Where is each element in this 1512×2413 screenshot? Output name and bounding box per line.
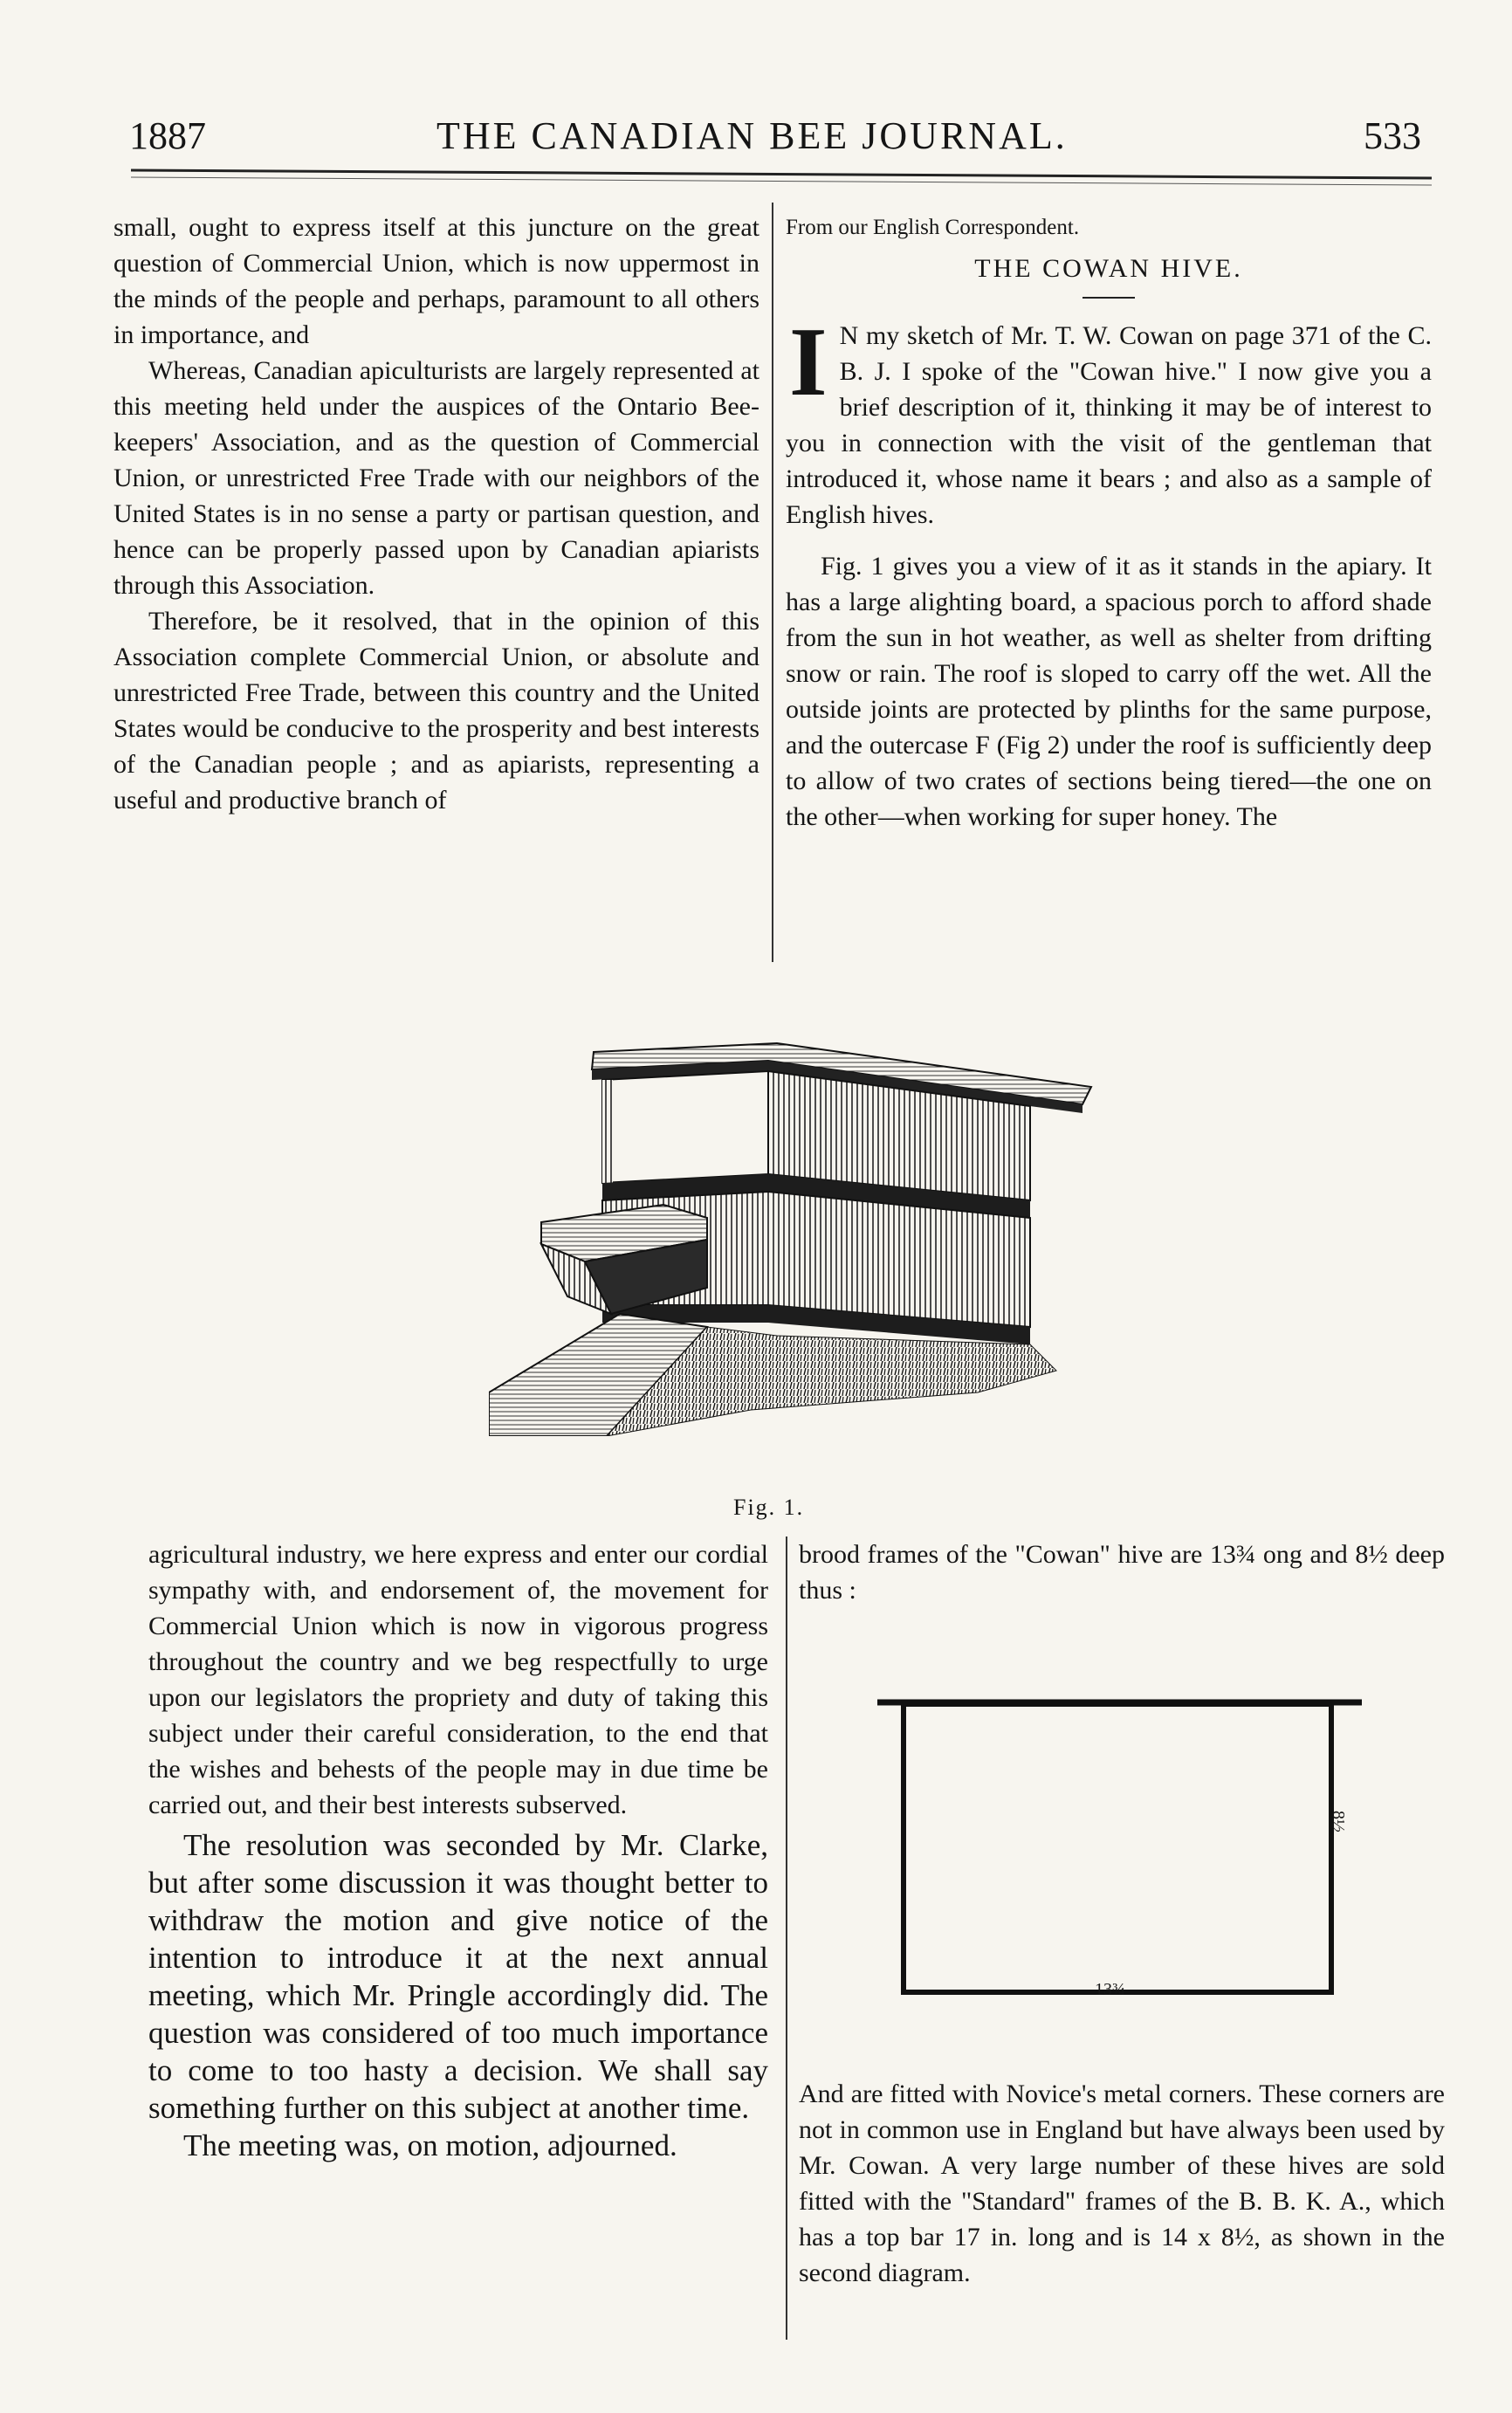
brood-frame-diagram [864,1676,1405,2008]
paragraph: Therefore, be it resolved, that in the opinion of this Association complete Commercial Union, or absolute and unrestricted Free Trade, between this country and the United States would be conducive to the prosperity and best interests of the Canadian people ; and as apiarists, representing a useful and productive branch of [113,607,759,815]
drop-cap: I [789,308,828,416]
page-number: 533 [1364,114,1421,157]
figure-caption: Fig. 1. [733,1495,805,1520]
right-column-top [786,210,1432,969]
paragraph: And are fitted with Novice's metal corners. These corners are not in common use in England but have always been used by Mr. Cowan. A very large number of these hives are sold fitted with the "Standard" frames of the B. B. K. A., which has a top bar 17 in. long and is 14 x 8½, as shown in the second diagram. [799,2080,1445,2287]
frame-depth-label: 8½ [1329,1811,1348,1832]
header-year: 1887 [129,114,206,157]
title-rule [1082,297,1135,299]
column-divider [786,1536,787,2340]
hive-drawing [489,1026,1100,1436]
frame-width-label: 13¾ [1095,1980,1125,1999]
paragraph-text: N my sketch of Mr. T. W. Cowan on page 371 of the C. B. J. I spoke of the "Cowan hive." I now give you a brief description of it, thinking it may be of interest to you in connection with the visit of the gentleman that introduced it, whose name it bears ; and also as a sample of English hives. [786,321,1432,529]
journal-title: THE CANADIAN BEE JOURNAL. [436,114,1068,157]
cowan-hive-illustration [489,1026,1100,1436]
paragraph [786,308,1432,533]
left-column-bottom [148,1536,768,2357]
paragraph: brood frames of the "Cowan" hive are 13¾ ong and 8½ deep thus : [799,1540,1445,1605]
correspondent-line: From our English Correspondent. [786,216,1080,239]
paragraph: The meeting was, on motion, adjourned. [183,2128,677,2162]
paragraph: Fig. 1 gives you a view of it as it stands in the apiary. It has a large alighting board, a spacious porch to afford shade from the sun in hot weather, as well as shelter from drifting snow or rain. The roof is sloped to carry off the wet. All the outside joints are protected by plinths for the same purpose, and the outercase F (Fig 2) under the roof is sufficiently deep to allow of two crates of sections being tiered—the one on the other—when working for super honey. The [786,552,1432,831]
paragraph: agricultural industry, we here express and enter our cordial sympathy with, and endorsement of, the movement for Commercial Union which is now in vigorous progress throughout the country and we beg respectfully to urge upon our legislators the propriety and duty of taking this subject under their careful consideration, to the end that the wishes and behests of the people may in due time be carried out, and their best interests subserved. [148,1540,768,1819]
column-divider [772,203,773,962]
right-column-bottom [799,1536,1445,1608]
right-column-after-diagram [799,2076,1445,2291]
article-title: THE COWAN HIVE. [974,254,1243,283]
paragraph: small, ought to express itself at this juncture on the great question of Commercial Union, which is now uppermost in the minds of the people and perhaps, paramount to all others in importance, and [113,213,759,349]
paragraph: The resolution was seconded by Mr. Clarke, but after some discussion it was thought better to withdraw the motion and give notice of the intention to introduce it at the next annual meeting, which Mr. Pringle accordingly did. The question was considered of too much importance to come to too hasty a decision. We shall say something further on this subject at another time. [148,1828,768,2125]
paragraph: Whereas, Canadian apiculturists are largely represented at this meeting held under the auspices of the Ontario Bee-keepers' Association, and as the question of Commercial Union, or unrestricted Free Trade with our neighbors of the United States is in no sense a party or partisan question, and hence can be properly passed upon by Canadian apiarists through this Association. [113,356,759,600]
frame-outline [864,1676,1405,2008]
left-column-top [113,210,759,969]
